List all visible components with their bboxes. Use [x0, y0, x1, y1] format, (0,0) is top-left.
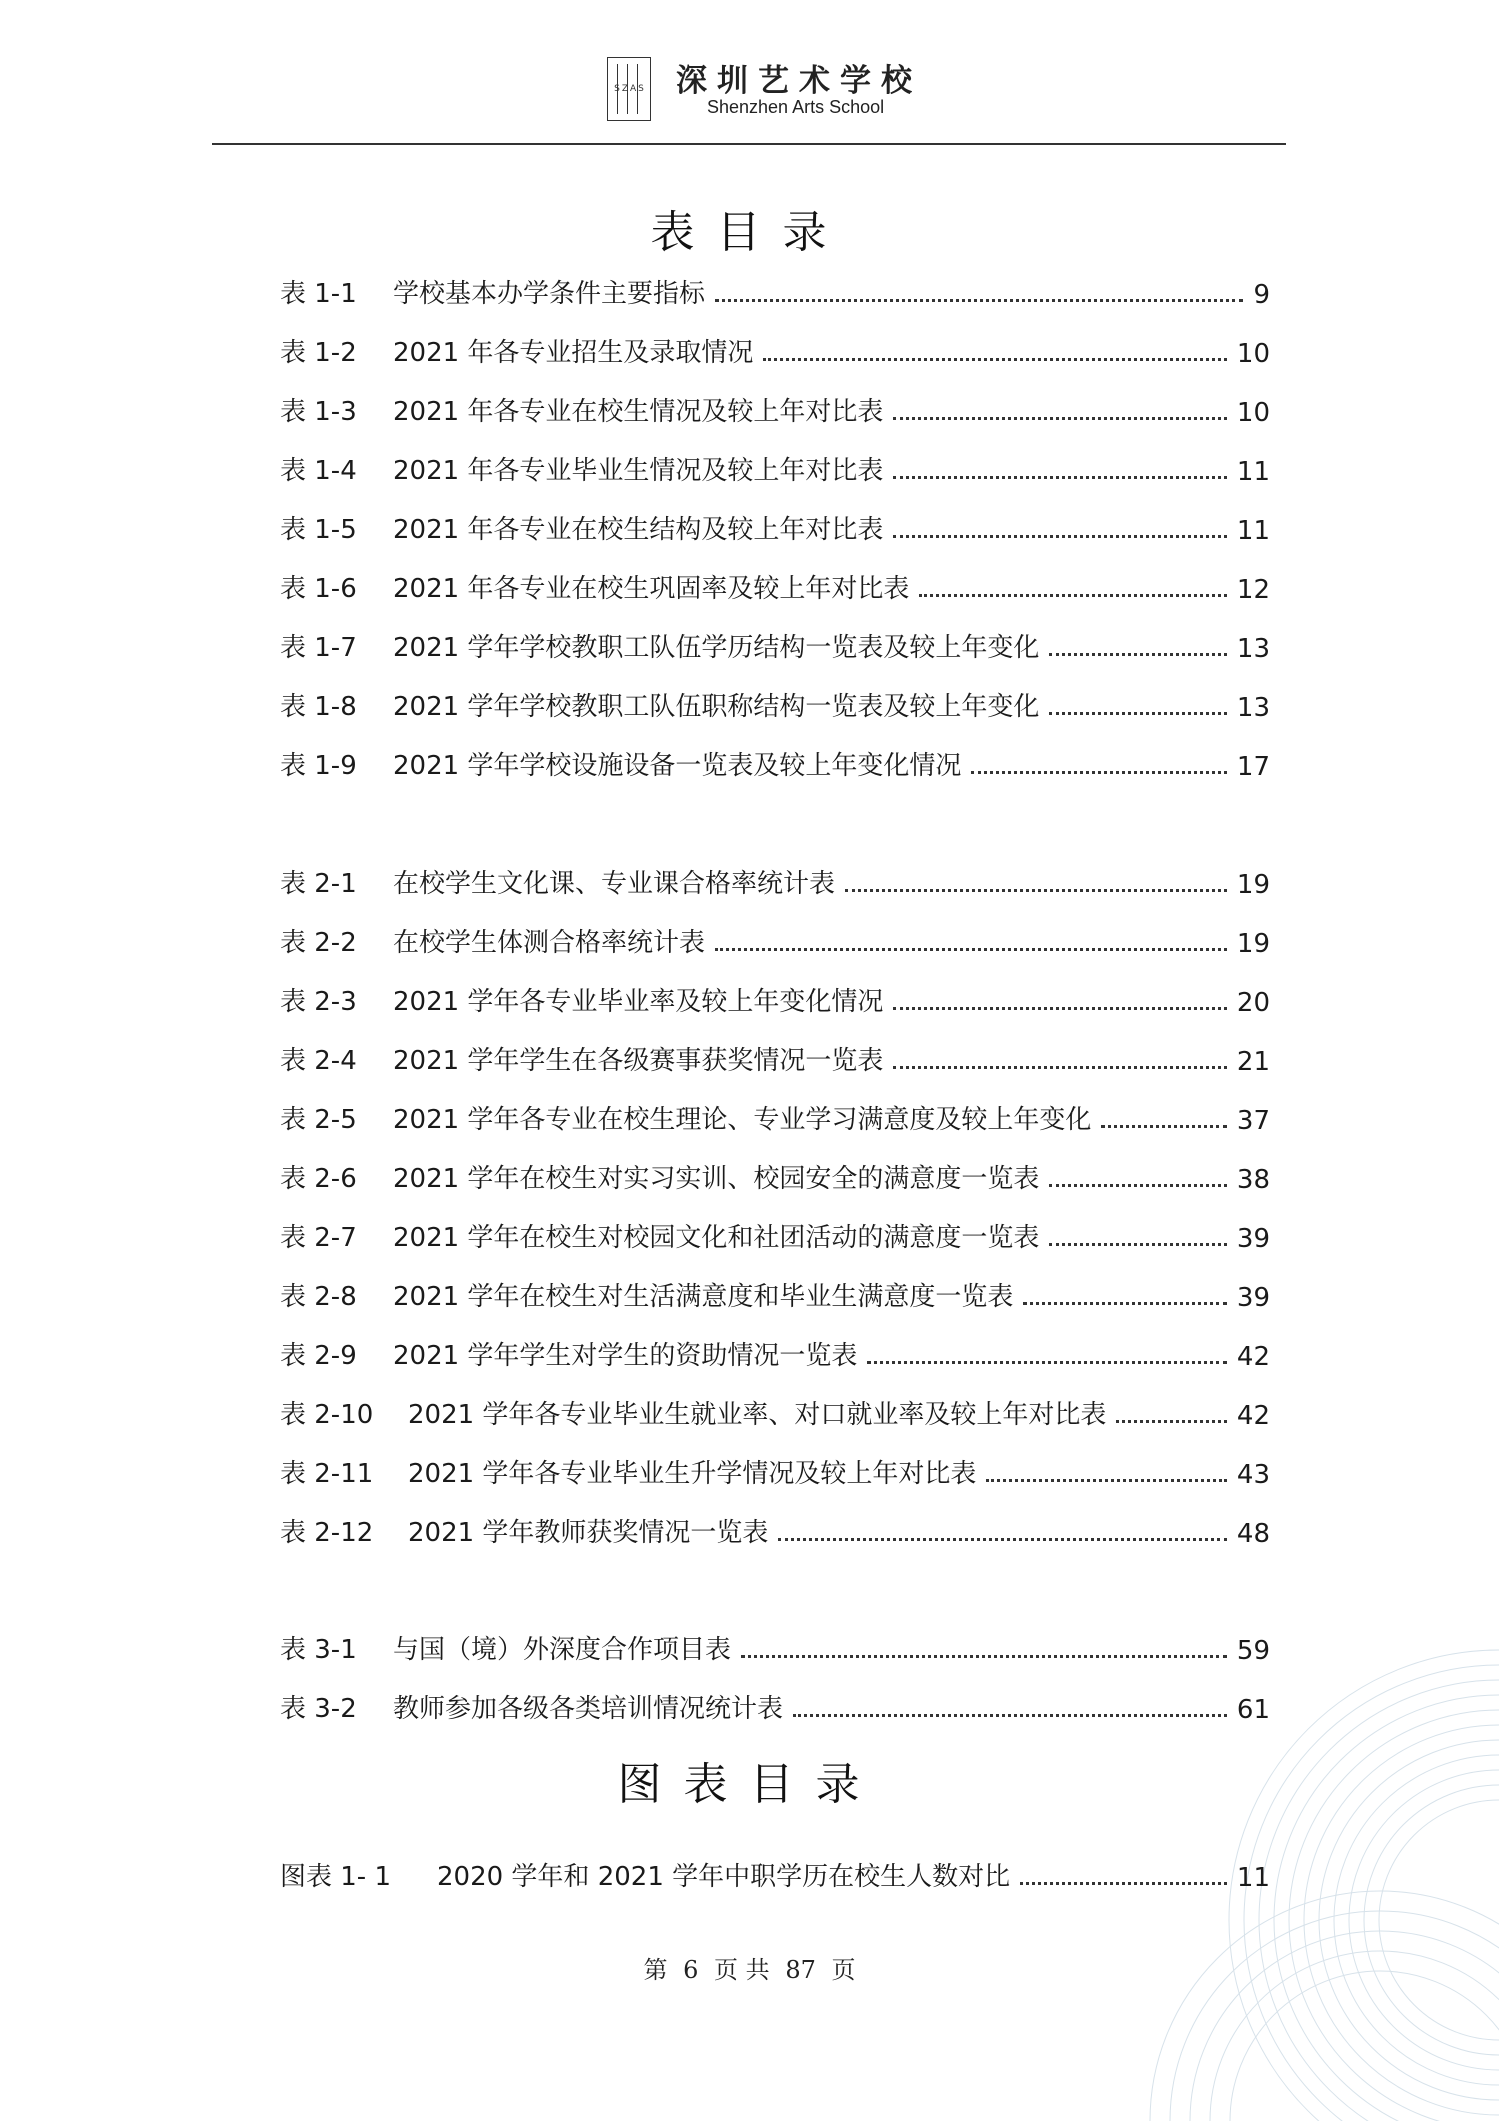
dot-leader: [1049, 1243, 1226, 1246]
toc-page: 43: [1236, 1460, 1270, 1490]
toc-title: 2021 学年教师获奖情况一览表: [408, 1518, 769, 1548]
toc-title: 2021 学年各专业毕业生升学情况及较上年对比表: [408, 1459, 977, 1489]
toc-label: 表 2-11: [280, 1459, 374, 1489]
dot-leader: [778, 1538, 1226, 1541]
dot-leader: [763, 358, 1226, 361]
toc-label: 表 1-6: [280, 574, 357, 604]
toc-entry[interactable]: [280, 1509, 1270, 1549]
dot-leader: [893, 1066, 1226, 1069]
dot-leader: [893, 476, 1226, 479]
toc-entry[interactable]: [280, 447, 1270, 487]
toc-page: 38: [1236, 1165, 1270, 1195]
tables-section-title: 表目录: [650, 207, 849, 258]
toc-page: 10: [1236, 398, 1270, 428]
toc-label: 表 2-5: [280, 1105, 357, 1135]
toc-entry[interactable]: [280, 1853, 1270, 1893]
toc-page: 42: [1236, 1401, 1270, 1431]
toc-title: 2021 学年在校生对生活满意度和毕业生满意度一览表: [393, 1282, 1014, 1312]
toc-entry[interactable]: [280, 742, 1270, 782]
toc-page: 9: [1253, 280, 1270, 310]
toc-page: 13: [1236, 634, 1270, 664]
toc-label: 表 1-9: [280, 751, 357, 781]
dot-leader: [1049, 712, 1226, 715]
toc-entry[interactable]: [280, 388, 1270, 428]
toc-entry[interactable]: [280, 624, 1270, 664]
toc-label: 表 1-3: [280, 397, 357, 427]
page-footer: [0, 1950, 1499, 1985]
toc-entry[interactable]: [280, 1391, 1270, 1431]
toc-page: 13: [1236, 693, 1270, 723]
toc-title: 2021 年各专业毕业生情况及较上年对比表: [393, 456, 884, 486]
toc-entry[interactable]: [280, 1214, 1270, 1254]
toc-entry[interactable]: [280, 329, 1270, 369]
dot-leader: [893, 1007, 1226, 1010]
charts-section-title: 图表目录: [617, 1759, 882, 1810]
dot-leader: [893, 417, 1226, 420]
toc-page: 11: [1236, 516, 1270, 546]
toc-title: 2020 学年和 2021 学年中职学历在校生人数对比: [437, 1862, 1011, 1892]
toc-page: 37: [1236, 1106, 1270, 1136]
header-divider: [212, 143, 1286, 145]
toc-page: 17: [1236, 752, 1270, 782]
toc-label: 表 1-2: [280, 338, 357, 368]
toc-page: 10: [1236, 339, 1270, 369]
toc-title: 2021 学年学生对学生的资助情况一览表: [393, 1341, 858, 1371]
toc-title: 2021 学年学校教职工队伍职称结构一览表及较上年变化: [393, 692, 1040, 722]
footer-total-pages: 87: [785, 1956, 816, 1984]
toc-entry[interactable]: [280, 506, 1270, 546]
toc-label: 表 2-8: [280, 1282, 357, 1312]
toc-entry[interactable]: [280, 565, 1270, 605]
toc-title: 2021 学年各专业毕业生就业率、对口就业率及较上年对比表: [408, 1400, 1107, 1430]
toc-title: 2021 年各专业在校生情况及较上年对比表: [393, 397, 884, 427]
toc-title: 2021 年各专业在校生巩固率及较上年对比表: [393, 574, 910, 604]
footer-suffix: 页: [831, 1956, 856, 1984]
toc-title: 与国（境）外深度合作项目表: [393, 1635, 732, 1665]
dot-leader: [715, 948, 1227, 951]
toc-title: 2021 年各专业在校生结构及较上年对比表: [393, 515, 884, 545]
footer-current-page: 6: [683, 1956, 699, 1984]
dot-leader: [1049, 1184, 1226, 1187]
toc-title: 在校学生体测合格率统计表: [393, 928, 706, 958]
toc-page: 11: [1236, 1863, 1270, 1893]
school-logo: [607, 57, 651, 121]
toc-entry[interactable]: [280, 1273, 1270, 1313]
dot-leader: [971, 771, 1226, 774]
document-header: [0, 55, 1499, 125]
toc-title: 学校基本办学条件主要指标: [393, 279, 706, 309]
toc-entry[interactable]: [280, 683, 1270, 723]
dot-leader: [741, 1655, 1227, 1658]
toc-entry[interactable]: [280, 860, 1270, 900]
toc-label: 图表 1- 1: [280, 1862, 391, 1892]
toc-label: 表 1-1: [280, 279, 357, 309]
dot-leader: [1101, 1125, 1226, 1128]
toc-page: 12: [1236, 575, 1270, 605]
toc-title: 2021 学年在校生对校园文化和社团活动的满意度一览表: [393, 1223, 1040, 1253]
toc-label: 表 2-1: [280, 869, 357, 899]
toc-title: 在校学生文化课、专业课合格率统计表: [393, 869, 836, 899]
toc-title: 2021 学年学校设施设备一览表及较上年变化情况: [393, 751, 962, 781]
school-name-cn: 深圳艺术学校: [676, 63, 922, 99]
toc-page: 20: [1236, 988, 1270, 1018]
toc-entry[interactable]: [280, 1332, 1270, 1372]
toc-label: 表 2-9: [280, 1341, 357, 1371]
toc-label: 表 2-6: [280, 1164, 357, 1194]
toc-label: 表 2-4: [280, 1046, 357, 1076]
toc-label: 表 2-10: [280, 1400, 374, 1430]
dot-leader: [919, 594, 1226, 597]
toc-page: 19: [1236, 929, 1270, 959]
toc-title: 2021 学年各专业毕业率及较上年变化情况: [393, 987, 884, 1017]
footer-prefix: 第: [643, 1956, 668, 1984]
toc-title: 教师参加各级各类培训情况统计表: [393, 1694, 784, 1724]
dot-leader: [715, 299, 1243, 302]
dot-leader: [867, 1361, 1226, 1364]
toc-label: 表 2-12: [280, 1518, 374, 1548]
toc-label: 表 1-5: [280, 515, 357, 545]
footer-middle: 页 共: [714, 1956, 770, 1984]
toc-entry[interactable]: [280, 270, 1270, 310]
toc-label: 表 2-3: [280, 987, 357, 1017]
logo-letters: SZAS: [614, 84, 646, 94]
toc-title: 2021 学年在校生对实习实训、校园安全的满意度一览表: [393, 1164, 1040, 1194]
dot-leader: [1023, 1302, 1226, 1305]
toc-page: 61: [1236, 1695, 1270, 1725]
toc-page: 59: [1236, 1636, 1270, 1666]
toc-label: 表 2-7: [280, 1223, 357, 1253]
dot-leader: [1020, 1882, 1227, 1885]
school-name-en: Shenzhen Arts School: [707, 97, 885, 117]
toc-entry[interactable]: [280, 978, 1270, 1018]
toc-entry[interactable]: [280, 1450, 1270, 1490]
toc-label: 表 3-1: [280, 1635, 357, 1665]
toc-title: 2021 学年各专业在校生理论、专业学习满意度及较上年变化: [393, 1105, 1092, 1135]
toc-page: 42: [1236, 1342, 1270, 1372]
toc-page: 48: [1236, 1519, 1270, 1549]
toc-page: 21: [1236, 1047, 1270, 1077]
toc-entry[interactable]: [280, 1037, 1270, 1077]
toc-label: 表 2-2: [280, 928, 357, 958]
toc-entry[interactable]: [280, 1096, 1270, 1136]
dot-leader: [1049, 653, 1226, 656]
toc-page: 19: [1236, 870, 1270, 900]
toc-label: 表 1-7: [280, 633, 357, 663]
dot-leader: [1116, 1420, 1226, 1423]
dot-leader: [986, 1479, 1226, 1482]
toc-title: 2021 年各专业招生及录取情况: [393, 338, 754, 368]
toc-label: 表 1-4: [280, 456, 357, 486]
dot-leader: [845, 889, 1227, 892]
dot-leader: [893, 535, 1226, 538]
toc-entry[interactable]: [280, 1626, 1270, 1666]
toc-page: 39: [1236, 1283, 1270, 1313]
toc-label: 表 1-8: [280, 692, 357, 722]
toc-entry[interactable]: [280, 919, 1270, 959]
toc-title: 2021 学年学生在各级赛事获奖情况一览表: [393, 1046, 884, 1076]
toc-page: 39: [1236, 1224, 1270, 1254]
dot-leader: [793, 1714, 1227, 1717]
toc-entry[interactable]: [280, 1155, 1270, 1195]
toc-entry[interactable]: [280, 1685, 1270, 1725]
toc-page: 11: [1236, 457, 1270, 487]
toc-label: 表 3-2: [280, 1694, 357, 1724]
toc-title: 2021 学年学校教职工队伍学历结构一览表及较上年变化: [393, 633, 1040, 663]
